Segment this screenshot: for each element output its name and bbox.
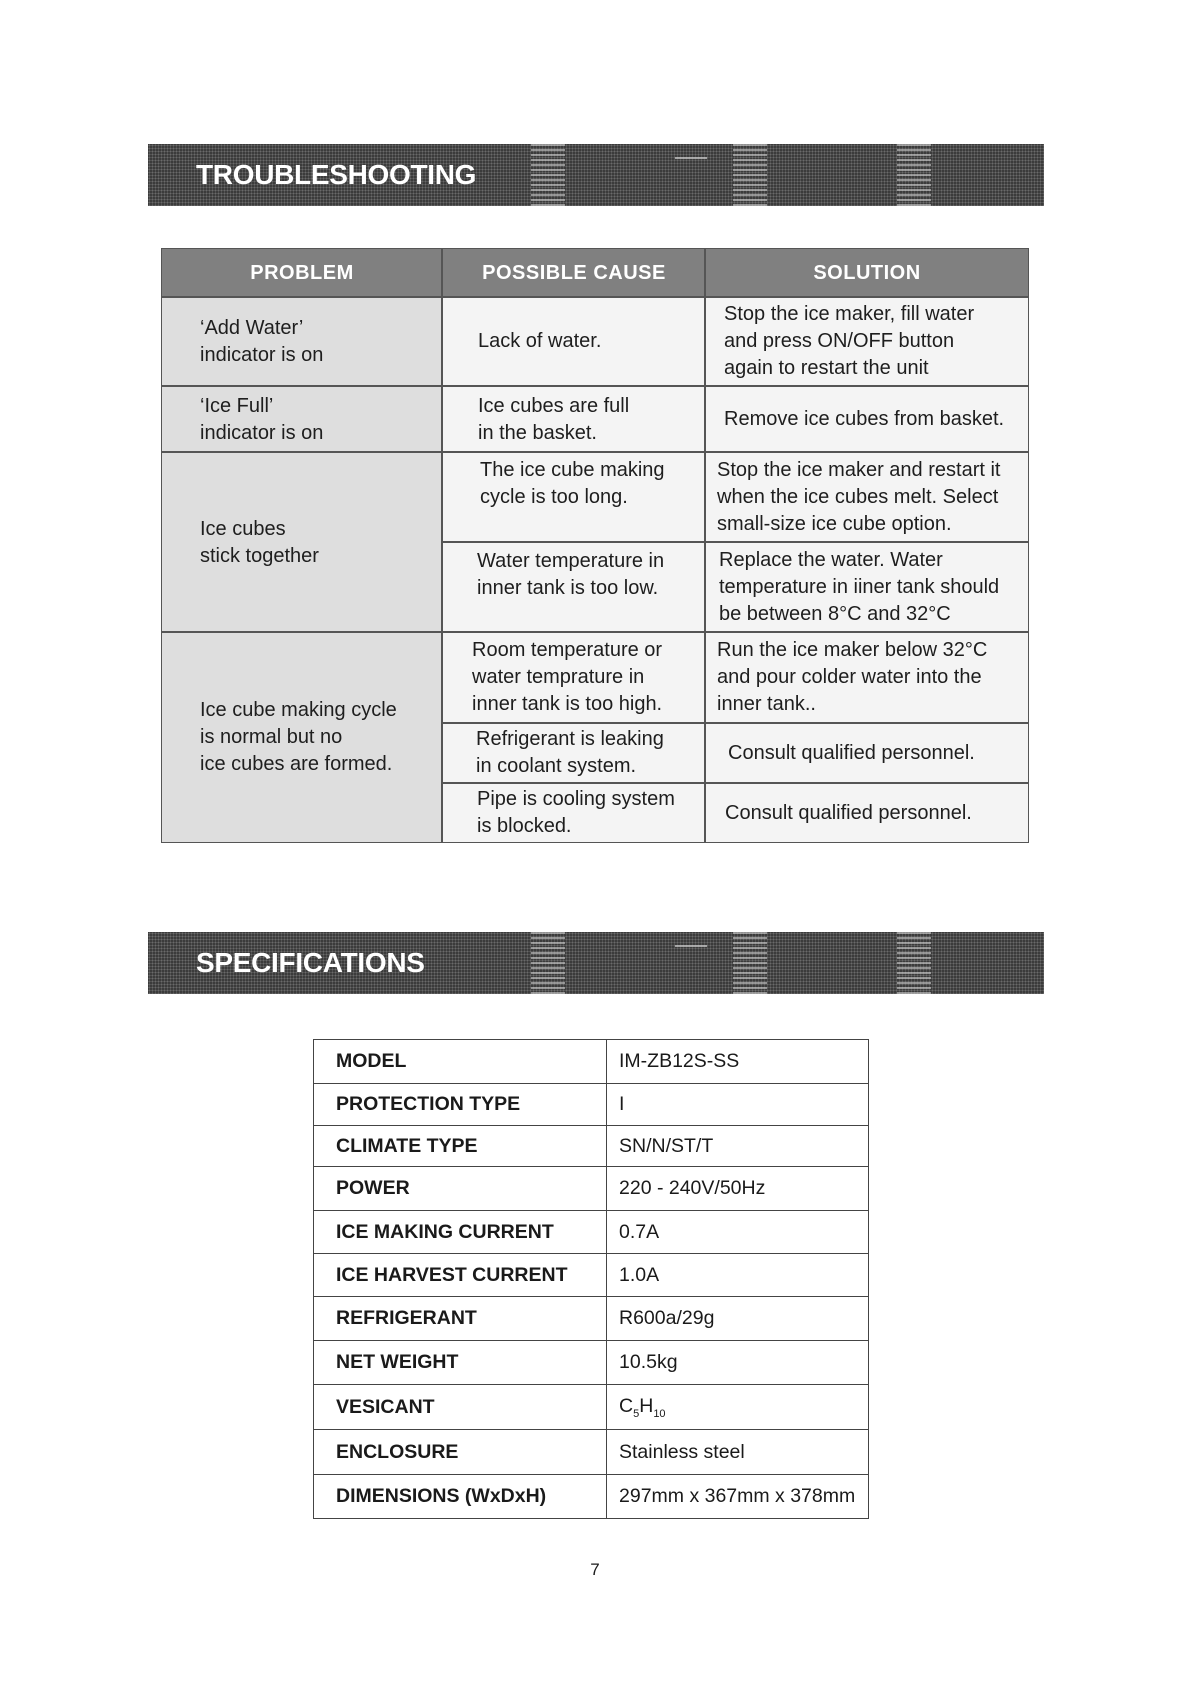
solution-cell: Remove ice cubes from basket. bbox=[724, 408, 1005, 430]
troubleshooting-title: TROUBLESHOOTING bbox=[196, 159, 477, 190]
cause-cell: The ice cube making cycle is too long. bbox=[480, 459, 665, 508]
header-solution: SOLUTION bbox=[706, 249, 1028, 297]
spec-value: 1.0A bbox=[607, 1254, 869, 1297]
formula-h-subscript: 10 bbox=[653, 1407, 666, 1420]
spec-value: R600a/29g bbox=[607, 1297, 869, 1341]
solution-cell: Consult qualified personnel. bbox=[728, 741, 975, 764]
table-row bbox=[314, 1430, 869, 1475]
formula-h: H bbox=[639, 1394, 654, 1417]
spec-value: 10.5kg bbox=[607, 1341, 869, 1385]
solution-cell: Replace the water. Water temperature in iiner tank should be between 8°C and 32°C bbox=[719, 548, 1000, 625]
banner-decoration bbox=[675, 945, 707, 947]
troubleshooting-table bbox=[161, 248, 1029, 843]
table-row bbox=[314, 1211, 869, 1254]
header-problem: PROBLEM bbox=[162, 249, 442, 297]
spec-value: I bbox=[607, 1084, 869, 1126]
spec-value: IM-ZB12S-SS bbox=[607, 1040, 869, 1084]
problem-cell: Ice cube making cycle is normal but no ice cubes are formed. bbox=[162, 633, 442, 842]
cause-cell: Pipe is cooling system is blocked. bbox=[477, 788, 675, 837]
spec-label: DIMENSIONS (WxDxH) bbox=[314, 1475, 607, 1519]
cause-cell: Lack of water. bbox=[478, 330, 602, 352]
cause-cell: Ice cubes are full in the basket. bbox=[478, 394, 630, 444]
problem-cell: ‘Ice Full’ indicator is on bbox=[162, 387, 442, 452]
table-row bbox=[314, 1385, 869, 1430]
formula-c-subscript: 5 bbox=[633, 1407, 640, 1420]
spec-label: REFRIGERANT bbox=[314, 1297, 607, 1341]
banner-decoration bbox=[733, 932, 767, 994]
spec-value: SN/N/ST/T bbox=[607, 1126, 869, 1167]
spec-value: 297mm x 367mm x 378mm bbox=[607, 1475, 869, 1519]
banner-decoration bbox=[897, 932, 931, 994]
banner-decoration bbox=[531, 144, 565, 206]
spec-value: 0.7A bbox=[607, 1211, 869, 1254]
row-divider bbox=[162, 385, 1028, 387]
solution-cell: Run the ice maker below 32°C and pour colder water into the inner tank.. bbox=[717, 639, 988, 715]
specifications-title: SPECIFICATIONS bbox=[196, 947, 425, 978]
column-divider bbox=[441, 249, 443, 842]
problem-cell: ‘Add Water’ indicator is on bbox=[162, 297, 442, 386]
table-row bbox=[314, 1167, 869, 1211]
banner-decoration bbox=[675, 157, 707, 159]
table-row bbox=[314, 1475, 869, 1519]
table-row bbox=[314, 1297, 869, 1341]
spec-label: ENCLOSURE bbox=[314, 1430, 607, 1475]
spec-label: VESICANT bbox=[314, 1385, 607, 1430]
spec-label: NET WEIGHT bbox=[314, 1341, 607, 1385]
row-divider bbox=[442, 782, 1028, 784]
solution-cell: Consult qualified personnel. bbox=[725, 801, 972, 824]
table-row bbox=[314, 1341, 869, 1385]
table-row bbox=[314, 1040, 869, 1084]
spec-label: MODEL bbox=[314, 1040, 607, 1084]
row-divider bbox=[442, 541, 1028, 543]
specifications-banner bbox=[148, 932, 1044, 994]
cause-cell: Refrigerant is leaking in coolant system. bbox=[476, 728, 664, 777]
spec-value: 220 - 240V/50Hz bbox=[607, 1167, 869, 1211]
row-divider bbox=[442, 722, 1028, 724]
spec-label: ICE HARVEST CURRENT bbox=[314, 1254, 607, 1297]
solution-cell: Stop the ice maker and restart it when the ice cubes melt. Select small-size ice cube option. bbox=[717, 459, 1001, 535]
table-row bbox=[314, 1126, 869, 1167]
table-row bbox=[314, 1084, 869, 1126]
cause-cell: Room temperature or water temprature in inner tank is too high. bbox=[472, 639, 663, 715]
row-divider bbox=[162, 451, 1028, 453]
table-row bbox=[314, 1254, 869, 1297]
specifications-table bbox=[313, 1039, 869, 1519]
column-divider bbox=[704, 249, 706, 842]
page-number: 7 bbox=[590, 1560, 600, 1579]
spec-value: Stainless steel bbox=[607, 1430, 869, 1475]
problem-cell: Ice cubes stick together bbox=[162, 453, 442, 632]
header-possible-cause: POSSIBLE CAUSE bbox=[443, 249, 705, 297]
spec-value bbox=[607, 1385, 869, 1430]
troubleshooting-banner bbox=[148, 144, 1044, 206]
spec-label: PROTECTION TYPE bbox=[314, 1084, 607, 1126]
spec-label: CLIMATE TYPE bbox=[314, 1126, 607, 1167]
spec-label: POWER bbox=[314, 1167, 607, 1211]
cause-cell: Water temperature in inner tank is too low. bbox=[477, 550, 665, 599]
banner-decoration bbox=[733, 144, 767, 206]
banner-decoration bbox=[897, 144, 931, 206]
banner-decoration bbox=[531, 932, 565, 994]
formula-c: C bbox=[619, 1394, 634, 1417]
row-divider bbox=[162, 631, 1028, 633]
solution-cell: Stop the ice maker, fill water and press ON/OFF button again to restart the unit bbox=[724, 303, 975, 379]
row-divider bbox=[162, 296, 1028, 298]
spec-label: ICE MAKING CURRENT bbox=[314, 1211, 607, 1254]
